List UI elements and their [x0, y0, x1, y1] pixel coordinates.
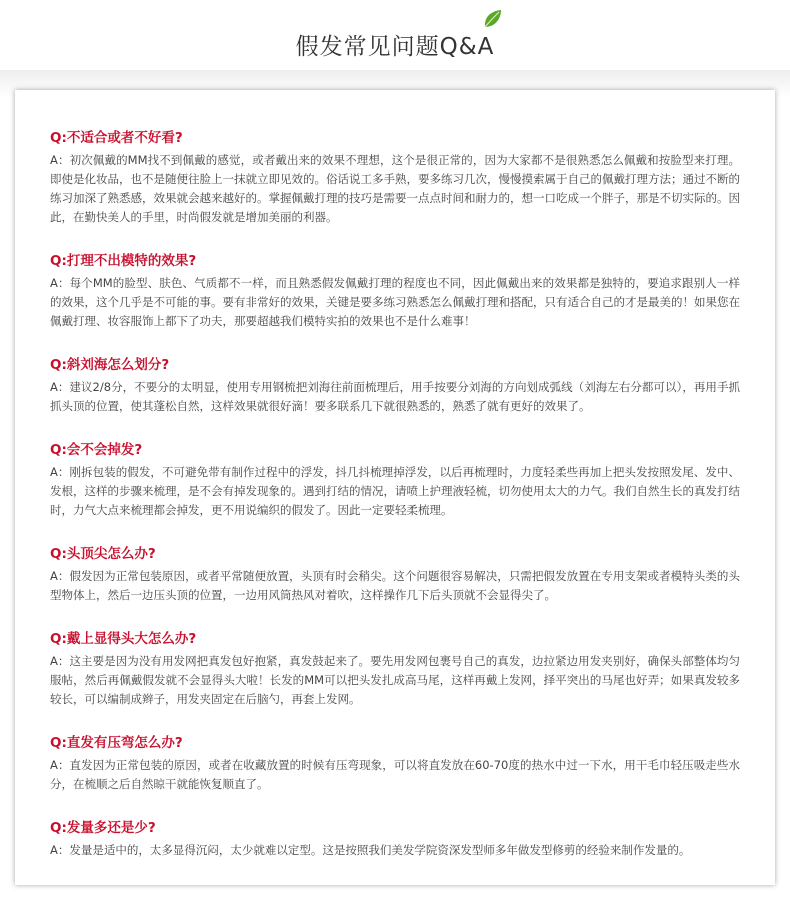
- question-heading: Q:打理不出模特的效果?: [50, 253, 197, 269]
- page-title: 假发常见问题Q&A: [295, 34, 495, 60]
- qa-list: [50, 127, 740, 883]
- answer-text: A：刚拆包装的假发，不可避免带有制作过程中的浮发，抖几抖梳理掉浮发，以后再梳理时，力度轻柔些再加上把头发按照发尾、发中、发根，这样的步骤来梳理，是不会有掉发现象的。遇到打结的情况，请喷上护理液轻梳，切勿使用太大的力气。我们自然生长的真发打结时，力气大点来梳理都会掉发，更不用说编织的假发了。因此一定要轻柔梳理。: [50, 465, 740, 517]
- qa-item: [50, 127, 740, 227]
- qa-item: [50, 628, 740, 709]
- answer-text: A：每个MM的脸型、肤色、气质都不一样，而且熟悉假发佩戴打理的程度也不同，因此佩戴出来的效果都是独特的，要追求跟别人一样的效果，这个几乎是不可能的事。要有非常好的效果，关键是要多练习熟悉怎么佩戴打理和搭配，只有适合自己的才是最美的！如果您在佩戴打理、妆容服饰上都下了功夫，那要超越我们模特实拍的效果也不是什么难事！: [50, 276, 740, 328]
- page-header: [0, 0, 790, 70]
- qa-item: [50, 543, 740, 605]
- question-heading: Q:斜刘海怎么划分?: [50, 357, 170, 373]
- question-heading: Q:戴上显得头大怎么办?: [50, 631, 197, 647]
- qa-item: [50, 732, 740, 794]
- qa-item: [50, 354, 740, 416]
- qa-item: [50, 817, 740, 860]
- question-heading: Q:会不会掉发?: [50, 442, 143, 458]
- question-heading: Q:发量多还是少?: [50, 820, 156, 836]
- qa-item: [50, 439, 740, 520]
- question-heading: Q:头顶尖怎么办?: [50, 546, 156, 562]
- answer-text: A：假发因为正常包装原因，或者平常随便放置，头顶有时会稍尖。这个问题很容易解决，只需把假发放置在专用支架或者模特头类的头型物体上，然后一边压头顶的位置，一边用风筒热风对着吹，这样操作几下后头顶就不会显得尖了。: [50, 569, 740, 602]
- answer-text: A：直发因为正常包装的原因，或者在收藏放置的时候有压弯现象，可以将直发放在60-70度的热水中过一下水，用干毛巾轻压吸走些水分，在梳顺之后自然晾干就能恢复顺直了。: [50, 758, 740, 791]
- question-heading: Q:不适合或者不好看?: [50, 130, 183, 146]
- qa-item: [50, 250, 740, 331]
- answer-text: A：这主要是因为没有用发网把真发包好抱紧，真发鼓起来了。要先用发网包裹号自己的真发，边拉紧边用发夹别好，确保头部整体均匀服帖，然后再佩戴假发就不会显得头大啦！长发的MM可以把头发扎成高马尾，这样再戴上发网，择平突出的马尾也好弄；如果真发较多较长，可以编制成辫子，用发夹固定在后脑勺，再套上发网。: [50, 654, 740, 706]
- leaf-icon: [481, 8, 503, 30]
- question-heading: Q:直发有压弯怎么办?: [50, 735, 183, 751]
- answer-text: A：发量是适中的，太多显得沉闷，太少就难以定型。这是按照我们美发学院资深发型师多年做发型修剪的经验来制作发量的。: [50, 843, 691, 857]
- answer-text: A：初次佩戴的MM找不到佩戴的感觉，或者戴出来的效果不理想，这个是很正常的，因为大家都不是很熟悉怎么佩戴和按脸型来打理。即使是化妆品，也不是随便往脸上一抹就立即见效的。俗话说工多手熟，要多练习几次，慢慢摸索属于自己的佩戴打理方法；通过不断的练习加深了熟悉感，效果就会越来越好的。掌握佩戴打理的技巧是需要一点点时间和耐力的，想一口吃成一个胖子，那是不切实际的。因此，在勤快美人的手里，时尚假发就是增加美丽的利器。: [50, 153, 740, 224]
- answer-text: A：建议2/8分，不要分的太明显，使用专用钢梳把刘海往前面梳理后，用手按要分刘海的方向划成弧线（刘海左右分都可以），再用手抓抓头顶的位置，使其蓬松自然，这样效果就很好滴！要多联系几下就很熟悉的，熟悉了就有更好的效果了。: [50, 380, 740, 413]
